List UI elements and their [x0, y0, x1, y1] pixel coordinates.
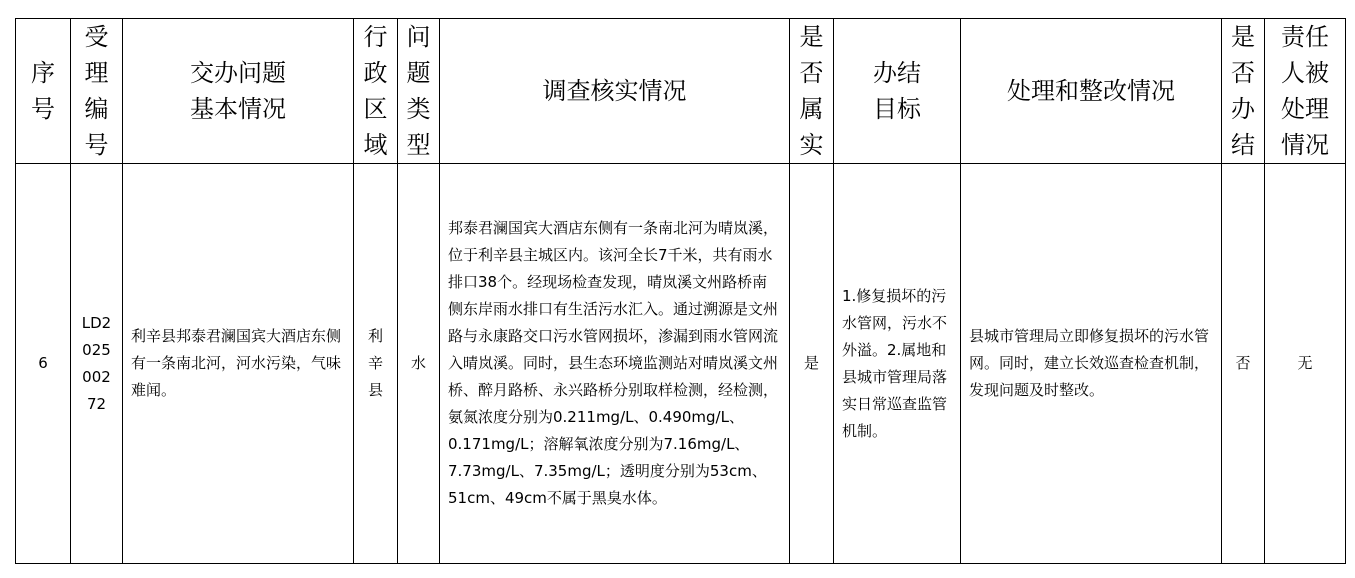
col-header-issue-type: 问题类型	[398, 19, 440, 164]
col-header-handling: 处理和整改情况	[961, 19, 1222, 164]
cell-issue: 利辛县邦泰君澜国宾大酒店东侧有一条南北河，河水污染，气味难闻。	[123, 164, 354, 564]
col-header-goal-line2: 目标	[873, 95, 921, 123]
col-header-goal	[834, 19, 961, 164]
cell-investigation: 邦泰君澜国宾大酒店东侧有一条南北河为晴岚溪，位于利辛县主城区内。该河全长7千米，共有雨水排口38个。经现场检查发现，晴岚溪文州路桥南侧东岸雨水排口有生活污水汇入。通过溯源是文州路与永康路交口污水管网损坏，渗漏到雨水管网流入晴岚溪。同时，县生态环境监测站对晴岚溪文州桥、醉月路桥、永兴路桥分别取样检测，经检测，氨氮浓度分别为0.211mg/L、0.490mg/L、0.171mg/L；溶解氧浓度分别为7.16mg/L、7.73mg/L、7.35mg/L；透明度分别为53cm、51cm、49cm不属于黑臭水体。	[440, 164, 790, 564]
header-row	[16, 19, 1346, 164]
col-header-issue-line2: 基本情况	[190, 95, 286, 123]
col-header-issue	[123, 19, 354, 164]
cell-closed: 否	[1222, 164, 1265, 564]
col-header-investigation: 调查核实情况	[440, 19, 790, 164]
cell-region: 利辛县	[354, 164, 398, 564]
cell-seq: 6	[16, 164, 71, 564]
col-header-closed: 是否办结	[1222, 19, 1265, 164]
col-header-accountability: 责任人被处理情况	[1265, 19, 1346, 164]
cell-accountability: 无	[1265, 164, 1346, 564]
cell-verified: 是	[790, 164, 834, 564]
col-header-seq: 序号	[16, 19, 71, 164]
cell-handling: 县城市管理局立即修复损坏的污水管网。同时，建立长效巡查检查机制，发现问题及时整改。	[961, 164, 1222, 564]
cell-goal: 1.修复损坏的污水管网，污水不外溢。2.属地和县城市管理局落实日常巡查监管机制。	[834, 164, 961, 564]
col-header-goal-line1: 办结	[873, 59, 921, 87]
cell-issue-type: 水	[398, 164, 440, 564]
cell-accept-no: LD202500272	[71, 164, 123, 564]
col-header-verified: 是否属实	[790, 19, 834, 164]
col-header-accept-no: 受理编号	[71, 19, 123, 164]
col-header-region: 行政区域	[354, 19, 398, 164]
supervision-table	[15, 18, 1346, 564]
table-row	[16, 164, 1346, 564]
col-header-issue-line1: 交办问题	[190, 59, 286, 87]
